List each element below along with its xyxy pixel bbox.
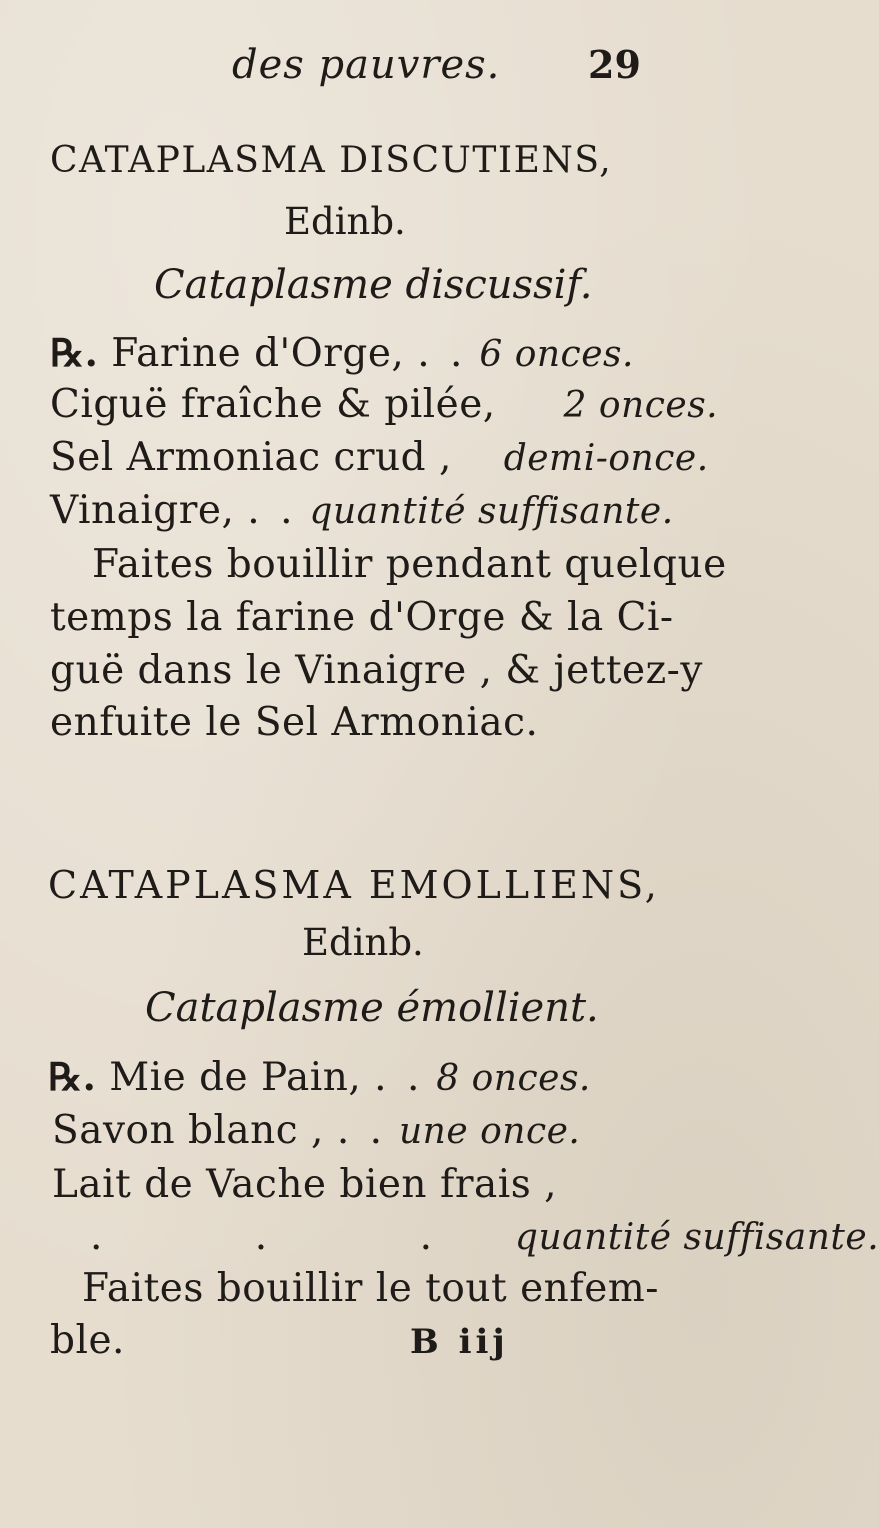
- section-2-subtitle: Cataplasme émollient.: [145, 985, 599, 1031]
- ingredient-line: [52, 1108, 580, 1153]
- recipe-symbol: ℞.: [48, 1054, 97, 1099]
- section-2-title: CATAPLASMA EMOLLIENS,: [48, 863, 660, 907]
- ingredient-name: Mie de Pain,: [109, 1055, 362, 1100]
- ingredient-quantity: quantité suffisante.: [514, 1217, 879, 1258]
- ingredient-line: [50, 435, 709, 480]
- ingredient-name: Farine d'Orge,: [111, 331, 405, 376]
- section-1-city: Edinb.: [284, 200, 406, 243]
- ingredient-quantity: quantité suffisante.: [309, 491, 674, 532]
- ingredient-dots: . . .: [90, 1214, 502, 1259]
- ingredient-quantity: 8 onces.: [436, 1058, 591, 1099]
- ingredient-quantity: 6 onces.: [479, 334, 634, 375]
- running-title: des pauvres.: [232, 42, 501, 88]
- ingredient-line: [50, 330, 634, 376]
- ingredient-dots: . .: [417, 331, 467, 376]
- recipe-symbol: ℞.: [50, 330, 99, 375]
- page-number: 29: [588, 42, 641, 87]
- ingredient-line: [90, 1214, 879, 1259]
- instruction-line: Faites bouillir pendant quelque: [92, 542, 727, 587]
- ingredient-quantity: une once.: [398, 1111, 581, 1152]
- ingredient-name: Sel Armoniac crud ,: [50, 435, 452, 480]
- instruction-line: temps la farine d'Orge & la Ci-: [50, 595, 674, 640]
- ingredient-dots: . .: [374, 1055, 424, 1100]
- ingredient-name: Vinaigre,: [50, 488, 235, 533]
- instruction-line: ble.: [50, 1318, 125, 1363]
- ingredient-name: Savon blanc ,: [52, 1108, 324, 1153]
- ingredient-name: Lait de Vache bien frais ,: [52, 1162, 558, 1207]
- ingredient-quantity: 2 onces.: [563, 385, 719, 426]
- section-2-city: Edinb.: [302, 921, 424, 964]
- ingredient-line: [50, 382, 718, 427]
- signature-mark: B iij: [410, 1322, 509, 1362]
- ingredient-line: [52, 1162, 557, 1207]
- instruction-line: enfuite le Sel Armoniac.: [50, 700, 539, 745]
- section-1-subtitle: Cataplasme discussif.: [154, 262, 593, 308]
- ingredient-quantity: demi-once.: [503, 438, 709, 479]
- ingredient-dots: . .: [336, 1108, 387, 1153]
- ingredient-line: [48, 1054, 591, 1100]
- instruction-line: Faites bouillir le tout enfem-: [82, 1266, 659, 1311]
- ingredient-name: Ciguë fraîche & pilée,: [50, 382, 496, 427]
- ingredient-line: [50, 488, 674, 533]
- instruction-line: guë dans le Vinaigre , & jettez-y: [50, 648, 703, 693]
- ingredient-dots: . .: [247, 488, 297, 533]
- section-1-title: CATAPLASMA DISCUTIENS,: [50, 140, 613, 181]
